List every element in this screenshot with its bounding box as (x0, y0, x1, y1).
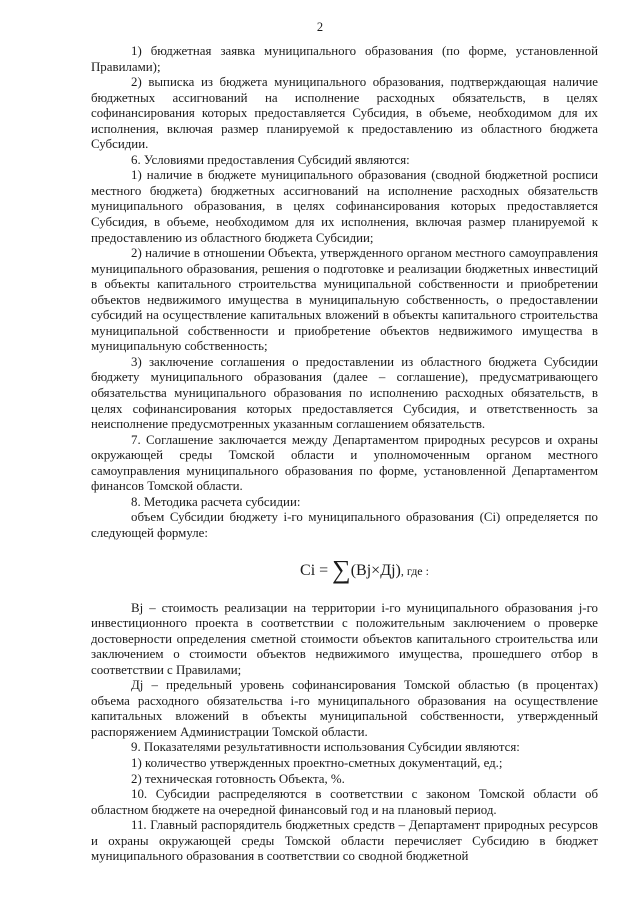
paragraph: 1) бюджетная заявка муниципального образования (по форме, установленной Правилами); (91, 44, 598, 74)
paragraph: 10. Субсидии распределяются в соответствии с законом Томской области об областном бюджете на очередной финансовый год и на плановый период. (91, 787, 598, 817)
formula-tail: , где : (400, 563, 429, 578)
paragraph: 11. Главный распорядитель бюджетных средств – Департамент природных ресурсов и охраны окружающей среды Томской области перечисляет Субсидию в бюджет муниципального образования в соответствии со сводной бюджетной (91, 818, 598, 864)
paragraph: 2) выписка из бюджета муниципального образования, подтверждающая наличие бюджетных ассигнований на исполнение расходных обязательств, в целях софинансирования которых предоставляется Субсидия, в объеме, необходимом для их исполнения, включая размер планируемой к предоставлению из областного бюджета Субсидии. (91, 75, 598, 152)
paragraph: 3) заключение соглашения о предоставлении из областного бюджета Субсидии бюджету муниципального образования (далее – соглашение), предусматривающего обязательства муниципального образования по исполнению расходных обязательств, в целях софинансирования которых предоставляется Субсидия, и ответственность за неисполнение предусмотренных указанным соглашением обязательств. (91, 354, 598, 432)
sum-symbol: ∑ (332, 554, 351, 584)
paragraph: объем Субсидии бюджету i-го муниципального образования (Ci) определяется по следующей формуле: (91, 510, 598, 540)
document-body (91, 44, 598, 865)
formula-rhs: (Bj×Дj) (350, 561, 401, 579)
page-number: 2 (316, 20, 324, 34)
paragraph: Дj – предельный уровень софинансирования Томской областью (в процентах) объема расходного обязательства i-го муниципального образования на осуществление капитальных вложений в объекты муниципальной собственности, утвержденный распоряжением Администрации Томской области. (91, 678, 598, 739)
section-heading: 9. Показателями результативности использования Субсидии являются: (131, 740, 520, 755)
paragraph: 1) наличие в бюджете муниципального образования (сводной бюджетной росписи местного бюджета) бюджетных ассигнований на исполнение расходных обязательств муниципального образования, в целях софинансирования которых предоставляется Субсидия, в объеме, необходимом для их исполнения, включая размер планируемой к предоставлению из областного бюджета Субсидии; (91, 168, 598, 245)
paragraph: 2) наличие в отношении Объекта, утвержденного органом местного самоуправления муниципального образования, решения о подготовке и реализации бюджетных инвестиций в объекты капитального строительства муниципальной собственности и приобретении объектов недвижимого имущества в муниципальную собственность, о предоставлении субсидий на осуществление капитальных вложений в объекты капитального строительства муниципальной собственности и приобретение объектов недвижимого имущества в муниципальную собственность; (91, 246, 598, 354)
paragraph: 7. Соглашение заключается между Департаментом природных ресурсов и охраны окружающей среды Томской области и уполномоченным органом местного самоуправления муниципального образования по форме, установленной Департаментом финансов Томской области. (91, 432, 598, 494)
paragraph: Bj – стоимость реализации на территории i-го муниципального образования j-го инвестиционного проекта в соответствии с положительным заключением о проверке достоверности определения сметной стоимости объектов капитального строительства или заключением о стоимости объектов недвижимого имущества, прошедшего отбор в соответствии с Правилами; (91, 600, 598, 677)
subsidy-formula (91, 554, 598, 584)
paragraph: 1) количество утвержденных проектно-сметных документаций, ед.; (131, 755, 503, 770)
section-heading: 8. Методика расчета субсидии: (131, 494, 301, 509)
formula-lhs: Ci = (300, 561, 333, 579)
section-heading: 6. Условиями предоставления Субсидий являются: (131, 152, 410, 167)
paragraph: 2) техническая готовность Объекта, %. (131, 771, 345, 786)
